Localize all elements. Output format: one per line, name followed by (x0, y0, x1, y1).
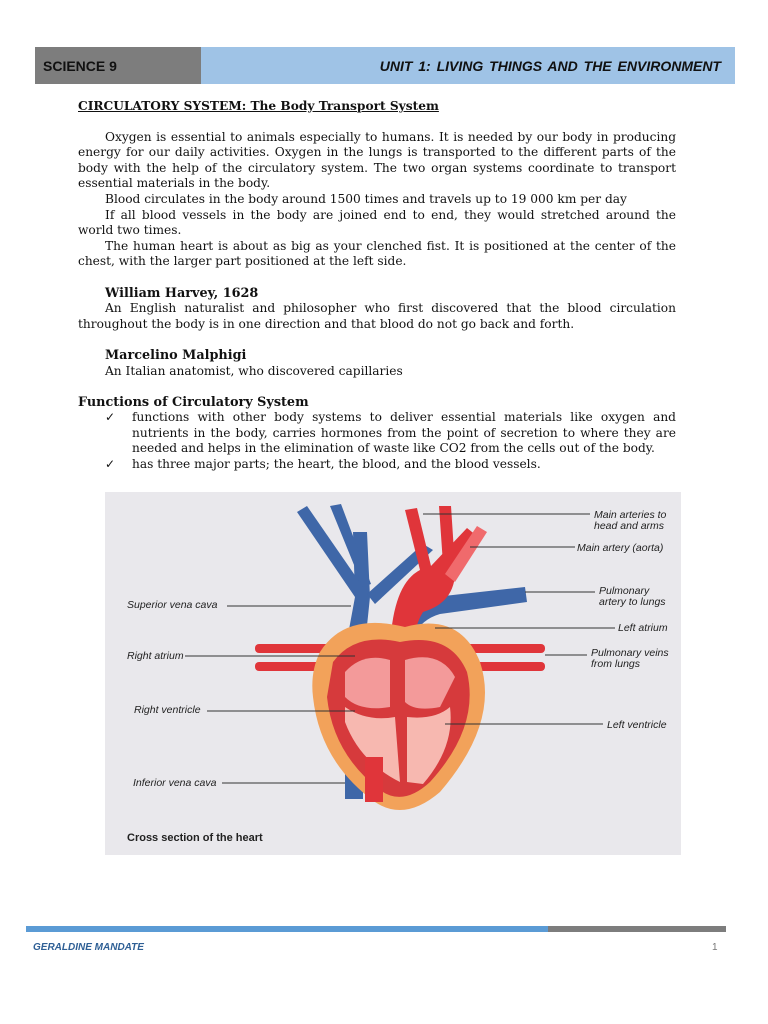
malphigi-text: An Italian anatomist, who discovered capillaries (105, 363, 403, 378)
malphigi-heading: Marcelino Malphigi (105, 347, 247, 363)
figure-caption: Cross section of the heart (127, 832, 263, 844)
functions-heading: Functions of Circulatory System (78, 394, 309, 410)
document-title: CIRCULATORY SYSTEM: The Body Transport System (78, 99, 439, 113)
heart-diagram (105, 492, 681, 855)
unit-title: UNIT 1: LIVING THINGS AND THE ENVIRONMENT (201, 47, 735, 84)
paragraph: Oxygen is essential to animals especially to humans. It is needed by our body in producing energy for our daily activities. Oxygen in the lungs is transported to the different parts of the body with the help of the circulatory system. The two organ systems coordinate to transport essential materials in the body. (78, 129, 676, 191)
label-superior-vena-cava: Superior vena cava (127, 599, 218, 611)
label-left-atrium: Left atrium (618, 622, 668, 634)
page-number: 1 (712, 942, 718, 953)
label-aorta: Main artery (aorta) (577, 542, 664, 554)
checkmark-icon: ✓ (105, 457, 116, 472)
list-item: ✓ has three major parts; the heart, the blood, and the blood vessels. (105, 457, 541, 472)
footer-author: GERALDINE MANDATE (33, 942, 144, 953)
harvey-text: An English naturalist and philosopher who first discovered that the blood circulation throughout the body is in one direction and that blood do not go back and forth. (78, 301, 676, 331)
label-main-arteries: Main arteries to head and arms (594, 509, 667, 532)
paragraph: If all blood vessels in the body are joined end to end, they would stretched around the world two times. (78, 207, 676, 238)
label-pulmonary-artery: Pulmonary artery to lungs (599, 585, 666, 608)
page-header (35, 47, 735, 84)
label-left-ventricle: Left ventricle (607, 719, 667, 731)
harvey-heading: William Harvey, 1628 (105, 285, 259, 301)
subject-label: SCIENCE 9 (35, 47, 201, 84)
paragraph: Blood circulates in the body around 1500 times and travels up to 19 000 km per day (105, 191, 627, 206)
checkmark-icon: ✓ (105, 410, 116, 425)
label-right-atrium: Right atrium (127, 650, 184, 662)
label-pulmonary-veins: Pulmonary veins from lungs (591, 647, 669, 670)
label-right-ventricle: Right ventricle (134, 704, 201, 716)
list-item: ✓ functions with other body systems to deliver essential materials like oxygen and nutrients in the body, carries hormones from the point of secretion to where they are needed and helps in the elimination of waste like CO2 from the cells out of the body. (105, 410, 676, 456)
descending-aorta-vessel (365, 757, 383, 802)
document-body (78, 99, 676, 473)
footer-bar (26, 926, 726, 932)
functions-list (78, 410, 676, 472)
label-inferior-vena-cava: Inferior vena cava (133, 777, 217, 789)
paragraph: The human heart is about as big as your clenched fist. It is positioned at the center of the chest, with the larger part positioned at the left side. (78, 238, 676, 269)
